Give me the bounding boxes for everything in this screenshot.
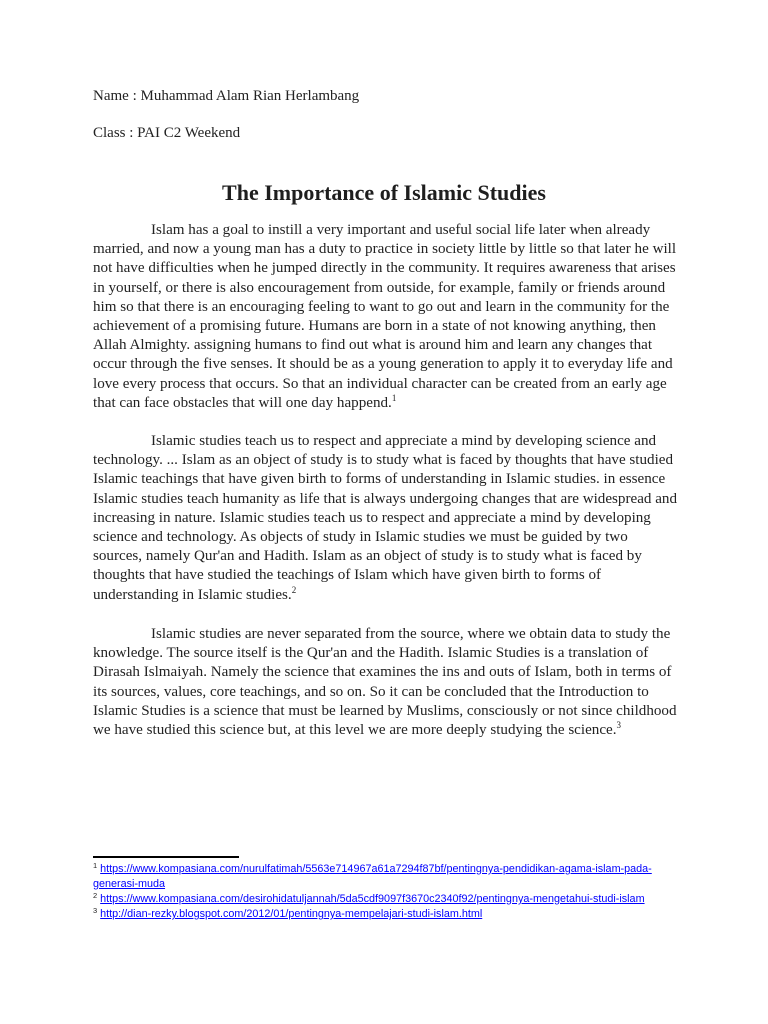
footnote-number: 2	[93, 891, 98, 900]
paragraph-text: Islamic studies are never separated from the source, where we obtain data to study the knowledge. The source itself is the Qur'an and the Hadith. Islamic Studies is a translation of Dirasah Islmaiyah. Namely the science that examines the ins and outs of Islam, both in terms of its sources, values, core teachings, and so on. So it can be concluded that the Introduction to Islamic Studies is a science that must be learned by Muslims, consciously or not since childhood we have studied this science but, at this level we are more deeply studying the science.	[93, 626, 677, 739]
footnote-3	[93, 907, 683, 922]
student-class: Class : PAI C2 Weekend	[93, 125, 241, 141]
footnote-link[interactable]: https://www.kompasiana.com/nurulfatimah/5563e714967a61a7294f87bf/pentingnya-pendidikan-agama-islam-pada-generasi-muda	[93, 863, 652, 890]
footnote-reference[interactable]: 2	[291, 584, 297, 595]
paragraph-2	[93, 432, 678, 605]
footnote-1	[93, 862, 683, 892]
paragraph-text: Islam has a goal to instill a very important and useful social life later when already married, and now a young man has a duty to practice in society little by little so that later he will not have difficulties when he jumped directly in the community. It requires awareness that arises in yourself, or there is also encouragement from outside, for example, family or friends around him so that there is an encouraging feeling to want to go out and learn in the community for the achievement of a promising future. Humans are born in a state of not knowing anything, then Allah Almighty. assigning humans to find out what is around him and learn any changes that occur through the five senses. It should be as a young generation to apply it to everyday life and love every process that occurs. So that an individual character can be created from an early age that can face obstacles that will one day happend.	[93, 222, 677, 411]
paragraph-1	[93, 221, 678, 413]
footnote-link[interactable]: http://dian-rezky.blogspot.com/2012/01/pentingnya-mempelajari-studi-islam.html	[100, 908, 483, 920]
footnote-link[interactable]: https://www.kompasiana.com/desirohidatuljannah/5da5cdf9097f3670c2340f92/pentingnya-mengetahui-studi-islam	[100, 893, 645, 905]
student-name: Name : Muhammad Alam Rian Herlambang	[93, 88, 360, 104]
footnote-reference[interactable]: 3	[616, 720, 621, 731]
footnote-2	[93, 892, 683, 907]
footnote-number: 1	[93, 861, 98, 870]
footnote-reference[interactable]: 1	[391, 392, 397, 403]
footnotes	[93, 862, 683, 922]
paragraph-text: Islamic studies teach us to respect and appreciate a mind by developing science and technology. ... Islam as an object of study is to study what is faced by thoughts that have studied Islamic teachings that have given birth to forms of understanding in Islamic studies. in essence Islamic studies teach humanity as life that is always undergoing changes that are widespread and increasing in nature. Islamic studies teach us to respect and appreciate a mind by developing science and technology. As objects of study in Islamic studies we must be guided by two sources, namely Qur'an and Hadith. Islam as an object of study is to study what is faced by thoughts that have studied the teachings of Islam which have given birth to forms of understanding in Islamic studies.	[93, 433, 678, 603]
footnote-number: 3	[93, 906, 98, 915]
document-title: The Importance of Islamic Studies	[222, 179, 546, 205]
paragraph-3	[93, 625, 678, 740]
footnote-separator	[93, 856, 239, 858]
